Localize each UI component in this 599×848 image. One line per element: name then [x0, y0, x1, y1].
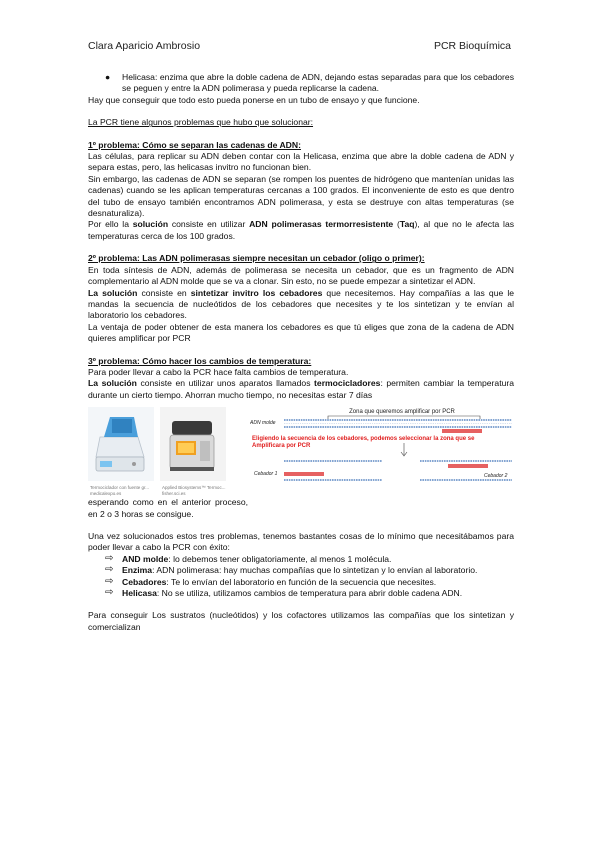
- thermocycler-image: [88, 407, 154, 481]
- summary-item: [88, 588, 514, 599]
- summary-item-text: : No se utiliza, utilizamos cambios de temperatura para abrir doble cadena ADN.: [156, 588, 463, 598]
- header-subject: PCR Bioquímica: [433, 40, 511, 52]
- zone-bracket: [328, 416, 480, 419]
- problem2-p2: La solución consiste en sintetizar invitro los cebadores que necesitemos. Hay compañías a las que le mandas la secuencia de nucleótidos de los cebadores que necesites y te los sintetizan y te envían al laboratorio los cebadores.: [88, 287, 515, 321]
- summary-item: [88, 577, 514, 588]
- primer-note: Eligiendo la secuencia de los cebadores, podemos seleccionar la zona que se: [252, 436, 475, 443]
- problem3-title: 3º problema: Cómo hacer los cambios de temperatura:: [88, 355, 312, 366]
- primer-top: [442, 429, 482, 433]
- problem1-p3: Por ello la solución consiste en utilizar ADN polimerasas termorresistente (Taq), al que no le afecta las temperaturas cerca de los 100 grados.: [88, 219, 515, 241]
- bullet-helicasa: [88, 72, 514, 95]
- problem2-title: 2º problema: Las ADN polimerasas siempre necesitan un cebador (oligo o primer):: [88, 253, 425, 264]
- document-body: [88, 72, 514, 633]
- primer-diagram: [250, 405, 514, 495]
- summary-item-label: Enzima: [122, 565, 153, 576]
- primer-2: [448, 464, 488, 468]
- problem3-tail: esperando como en el anterior proceso, en 2 o 3 horas se consigue.: [88, 497, 248, 519]
- bullet-dot-icon: ●: [105, 72, 111, 82]
- problem2-p1: En toda síntesis de ADN, además de polimerasa se necesita un cebador, que es un fragmento de ADN complementario al ADN molde que se va a clonar. Sin esto, no se puede empezar a sintetizar el ADN.: [88, 264, 514, 287]
- problem1-p2: Sin embargo, las cadenas de ADN se separan (se rompen los puentes de hidrógeno que mantenían unidas las cadenas) cuando se les aplican temperaturas cercanas a 100 grados. El inconveniente de esto es que dentro del tubo de ensayo también encontramos ADN polimerasa, y esta se destruye con altas temperaturas (se desnaturaliza).: [88, 173, 514, 219]
- primer-1: [284, 472, 324, 476]
- adn-molde-label: ADN molde: [250, 420, 276, 427]
- summary-item: [88, 554, 514, 565]
- arrow-right-icon: ⇨: [105, 587, 114, 598]
- summary-list: [88, 554, 514, 600]
- caption-thermocycler-2: Applied Biosystems™ Termoc... fisher.sci.es: [162, 485, 226, 496]
- arrow-right-icon: ⇨: [105, 575, 114, 587]
- summary-item-label: Helicasa: [122, 588, 157, 598]
- helicasa-label: Helicasa:: [122, 72, 158, 82]
- helicasa-text: enzima que abre la doble cadena de ADN, dejando estas separadas para que los cebadores se peguen y entre la ADN polimerasa y pueda replicarse la cadena.: [122, 72, 514, 94]
- summary-item-text: : lo debemos tener obligatoriamente, al menos 1 molécula.: [168, 553, 392, 564]
- header-author: Clara Aparicio Ambrosio: [88, 40, 201, 52]
- arrow-right-icon: ⇨: [105, 564, 114, 576]
- cebador-1-label: Cebador 1: [254, 471, 278, 478]
- arrow-right-icon: ⇨: [105, 552, 114, 564]
- caption-thermocycler-1: Termociclador con fuente gr... medicalexpo.es: [90, 485, 150, 496]
- summary-item-label: Cebadores: [122, 576, 167, 587]
- summary-intro: Una vez solucionados estos tres problemas, tenemos bastantes cosas de lo mínimo que necesitábamos para poder llevar a cabo la PCR con éxito:: [88, 530, 514, 553]
- problem1-title: 1º problema: Cómo se separan las cadenas de ADN:: [88, 139, 301, 150]
- thermocycler-image-2: [160, 407, 226, 481]
- problem1-p1: Las células, para replicar su ADN deben contar con la Helicasa, enzima que abre la doble cadena de ADN y separa estas, pero, las helicasas invitro no funcionan bien.: [88, 151, 514, 173]
- figure-row: [88, 405, 514, 497]
- summary-item-text: : Te lo envían del laboratorio en función de la secuencia que necesites.: [166, 576, 437, 587]
- summary-item: [88, 565, 514, 576]
- summary-item-label: AND molde: [122, 553, 169, 564]
- summary-item-text: : ADN polimerasa: hay muchas compañías que lo sintetizan y lo envían al laboratorio.: [152, 565, 478, 576]
- problems-heading: La PCR tiene algunos problemas que hubo que solucionar:: [88, 117, 314, 128]
- problem2-p3: La ventaja de poder obtener de esta manera los cebadores es que tú eliges que zona de la cadena de ADN quieres amplificar por PCR: [88, 321, 514, 344]
- summary-closing: Para conseguir Los sustratos (nucleótidos) y los cofactores utilizamos las compañías que los sintetizan y comercializan: [88, 610, 514, 632]
- primer-note-2: Amplificara por PCR: [252, 443, 311, 450]
- cebador-2-label: Cebador 2: [484, 473, 508, 480]
- zone-label: Zona que queremos amplificar por PCR: [349, 409, 455, 416]
- problem3-p2: La solución consiste en utilizar unos aparatos llamados termocicladores: permiten cambiar la temperatura durante un cierto tiempo. Ahorran mucho tiempo, no necesitas estar 7 días: [88, 378, 515, 400]
- problem3-p1: Para poder llevar a cabo la PCR hace falta cambios de temperatura.: [88, 366, 349, 377]
- intro-goal: Hay que conseguir que todo esto pueda ponerse en un tubo de ensayo y que funcione.: [88, 94, 420, 105]
